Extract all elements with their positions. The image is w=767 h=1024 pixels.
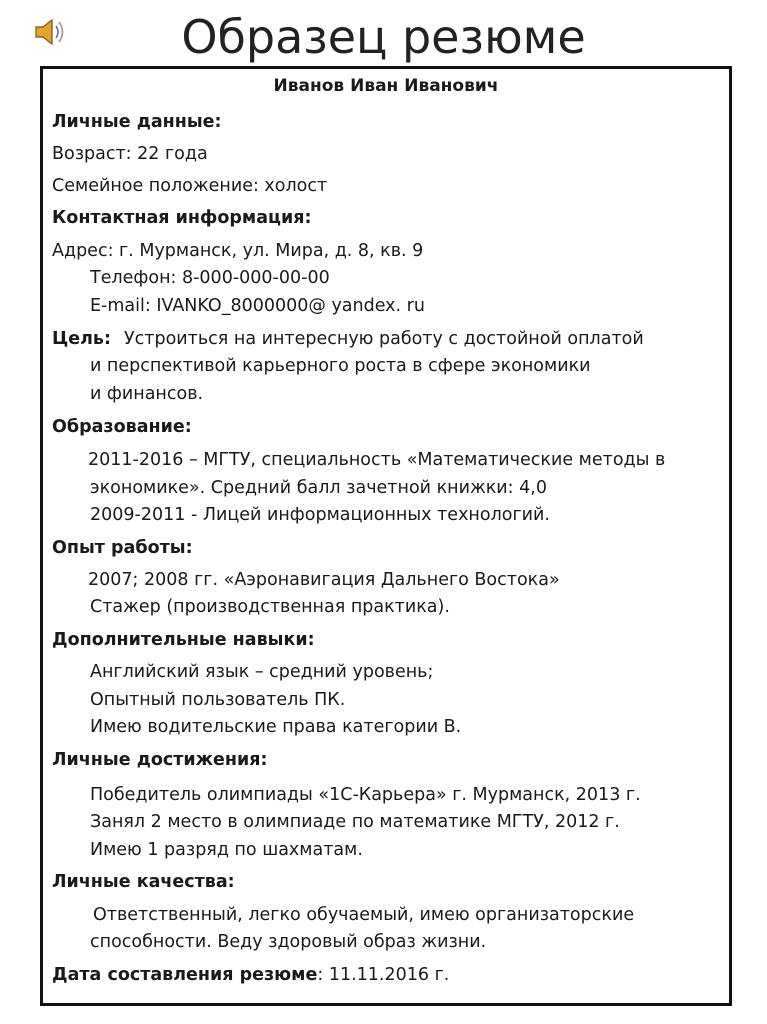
skills-line-1: Английский язык – средний уровень; xyxy=(90,662,434,682)
contact-address: Адрес: г. Мурманск, ул. Мира, д. 8, кв. 9 xyxy=(52,241,424,261)
achievements-line-2: Занял 2 место в олимпиаде по математике МГТУ, 2012 г. xyxy=(90,812,620,832)
resume-name: Иванов Иван Иванович xyxy=(273,76,499,96)
goal-line-2: и перспективой карьерного роста в сфере экономики xyxy=(90,356,591,376)
education-line-3: 2009-2011 - Лицей информационных технологий. xyxy=(90,505,550,525)
achievements-line-1: Победитель олимпиады «1С-Карьера» г. Мурманск, 2013 г. xyxy=(90,785,641,805)
achievements-line-3: Имею 1 разряд по шахматам. xyxy=(90,840,363,860)
slide-title: Образец резюме xyxy=(181,10,586,64)
experience-heading: Опыт работы: xyxy=(52,538,193,558)
contact-phone: Телефон: 8-000-000-00-00 xyxy=(90,268,330,288)
personal-marital: Семейное положение: холост xyxy=(52,176,328,196)
achievements-heading: Личные достижения: xyxy=(52,750,268,770)
education-line-2: экономике». Средний балл зачетной книжки: 4,0 xyxy=(90,478,547,498)
personal-heading: Личные данные: xyxy=(52,112,222,132)
date-value: : 11.11.2016 г. xyxy=(317,965,450,985)
experience-line-2: Стажер (производственная практика). xyxy=(90,597,450,617)
experience-line-1: 2007; 2008 гг. «Аэронавигация Дальнего Востока» xyxy=(88,570,560,590)
contact-heading: Контактная информация: xyxy=(52,208,312,228)
education-heading: Образование: xyxy=(52,417,192,437)
skills-line-2: Опытный пользователь ПК. xyxy=(90,690,346,710)
resume-date xyxy=(52,964,449,986)
qualities-line-2: способности. Веду здоровый образ жизни. xyxy=(90,932,487,952)
personal-age: Возраст: 22 года xyxy=(52,144,208,164)
date-label: Дата составления резюме xyxy=(52,965,318,985)
goal-line-1: Устроиться на интересную работу с достойной оплатой xyxy=(124,329,644,349)
goal-line-3: и финансов. xyxy=(90,384,204,404)
contact-email: E-mail: IVANKO_8000000@ yandex. ru xyxy=(90,296,425,316)
education-line-1: 2011-2016 – МГТУ, специальность «Математические методы в xyxy=(88,450,666,470)
qualities-line-1: Ответственный, легко обучаемый, имею организаторские xyxy=(93,905,635,925)
goal-heading: Цель: xyxy=(52,329,111,349)
qualities-heading: Личные качества: xyxy=(52,872,235,892)
skills-line-3: Имею водительские права категории В. xyxy=(90,717,462,737)
skills-heading: Дополнительные навыки: xyxy=(52,630,315,650)
